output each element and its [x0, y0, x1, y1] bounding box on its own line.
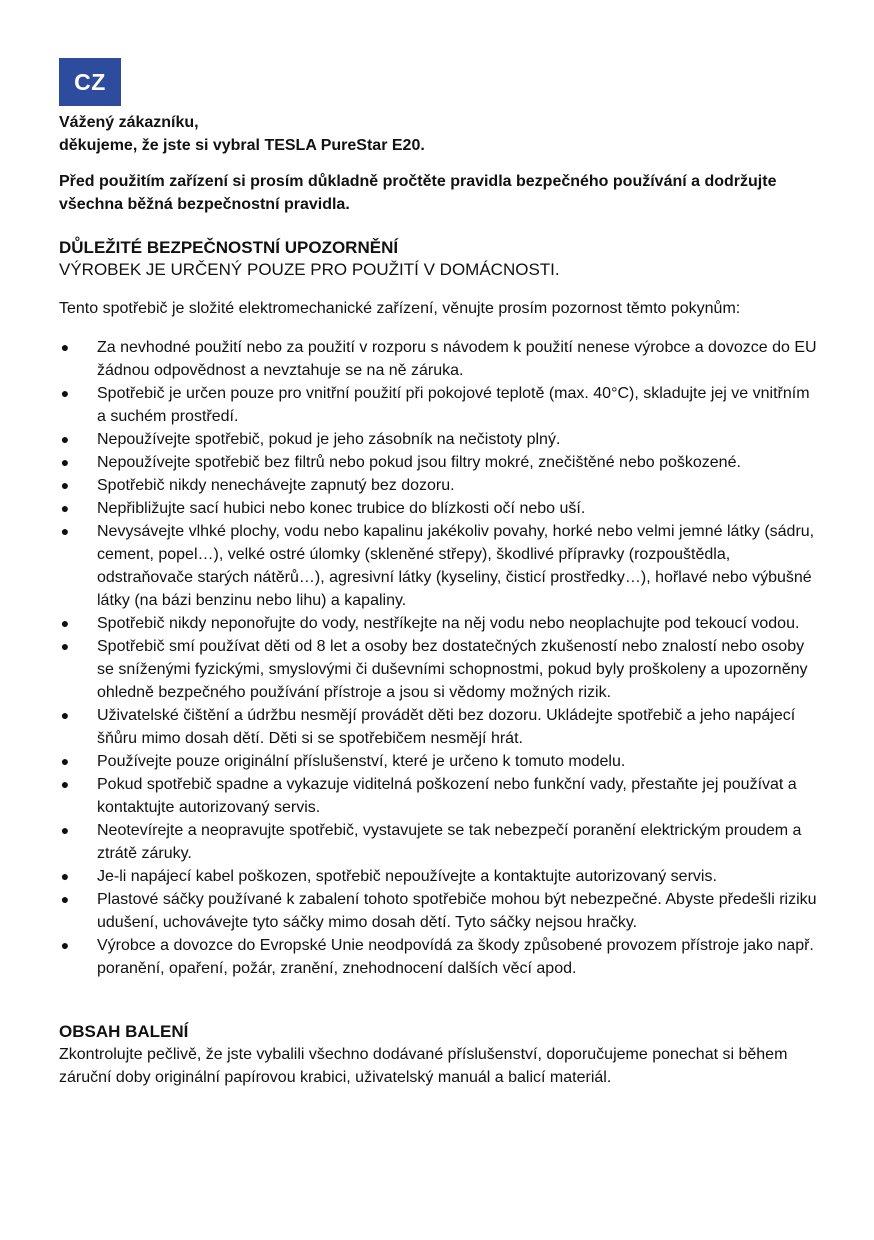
intro-paragraph: Před použitím zařízení si prosím důkladně pročtěte pravidla bezpečného používání a dodržujte všechna běžná bezpečnostní pravidla. — [59, 173, 777, 213]
language-badge: CZ — [59, 58, 121, 106]
list-item — [59, 773, 819, 819]
list-item-text: Nepřibližujte sací hubici nebo konec trubice do blízkosti očí nebo uší. — [97, 500, 586, 517]
list-item-text: Uživatelské čištění a údržbu nesmějí provádět děti bez dozoru. Ukládejte spotřebič a jeho napájecí šňůru mimo dosah dětí. Děti si se spotřebičem nesmějí hrát. — [97, 707, 796, 747]
bullet-icon: ● — [60, 753, 70, 769]
bullet-icon: ● — [60, 776, 70, 792]
list-item-text: Spotřebič smí používat děti od 8 let a osoby bez dostatečných zkušeností nebo znalostí nebo osoby se sníženými fyzickými, smyslovými či duševními schopnostmi, pokud byly proškoleny a upozorněny ohledně bezpečného používání přístroje a jsou si vědomy možných rizik. — [97, 638, 808, 701]
greeting — [59, 111, 819, 157]
list-item-text: Je-li napájecí kabel poškozen, spotřebič nepoužívejte a kontaktujte autorizovaný servis. — [97, 868, 717, 885]
bullet-icon: ● — [60, 454, 70, 470]
bullet-icon: ● — [60, 937, 70, 953]
bullet-icon: ● — [60, 477, 70, 493]
safety-subheading: VÝROBEK JE URČENÝ POUZE PRO POUŽITÍ V DOMÁCNOSTI. — [59, 260, 560, 279]
bullet-icon: ● — [60, 868, 70, 884]
list-item-text: Neotevírejte a neopravujte spotřebič, vystavujete se tak nebezpečí poranění elektrickým proudem a ztrátě záruky. — [97, 822, 802, 862]
list-item-text: Nepoužívejte spotřebič bez filtrů nebo pokud jsou filtry mokré, znečištěné nebo poškozené. — [97, 454, 741, 471]
bullet-icon: ● — [60, 431, 70, 447]
safety-lead: Tento spotřebič je složité elektromechanické zařízení, věnujte prosím pozornost těmto pokynům: — [59, 300, 741, 317]
package-text: Zkontrolujte pečlivě, že jste vybalili všechno dodávané příslušenství, doporučujeme ponechat si během záruční doby originální papírovou krabici, uživatelský manuál a balicí materiál. — [59, 1046, 788, 1086]
safety-heading: DŮLEŽITÉ BEZPEČNOSTNÍ UPOZORNĚNÍ — [59, 238, 399, 257]
bullet-icon: ● — [60, 500, 70, 516]
greeting-salutation: Vážený zákazníku, — [59, 114, 199, 131]
list-item — [59, 704, 819, 750]
bullet-icon: ● — [60, 523, 70, 539]
bullet-icon: ● — [60, 891, 70, 907]
list-item — [59, 888, 819, 934]
list-item-text: Spotřebič nikdy nenechávejte zapnutý bez dozoru. — [97, 477, 455, 494]
bullet-icon: ● — [60, 385, 70, 401]
list-item-text: Pokud spotřebič spadne a vykazuje viditelná poškození nebo funkční vady, přestaňte jej používat a kontaktujte autorizovaný servis. — [97, 776, 797, 816]
list-item — [59, 451, 819, 474]
list-item — [59, 382, 819, 428]
safety-rules-list — [59, 336, 819, 980]
list-item — [59, 336, 819, 382]
list-item — [59, 819, 819, 865]
bullet-icon: ● — [60, 615, 70, 631]
bullet-icon: ● — [60, 339, 70, 355]
package-heading: OBSAH BALENÍ — [59, 1022, 189, 1041]
list-item — [59, 865, 819, 888]
list-item — [59, 635, 819, 704]
list-item-text: Výrobce a dovozce do Evropské Unie neodpovídá za škody způsobené provozem přístroje jako např. poranění, opaření, požár, zranění, znehodnocení dalších věcí apod. — [97, 937, 814, 977]
list-item — [59, 612, 819, 635]
package-contents-section — [59, 1020, 819, 1089]
bullet-icon: ● — [60, 822, 70, 838]
list-item — [59, 934, 819, 980]
bullet-icon: ● — [60, 707, 70, 723]
page-content — [59, 111, 819, 1089]
list-item-text: Používejte pouze originální příslušenství, které je určeno k tomuto modelu. — [97, 753, 626, 770]
list-item-text: Za nevhodné použití nebo za použití v rozporu s návodem k použití nenese výrobce a dovozce do EU žádnou odpovědnost a nevztahuje se na ně záruka. — [97, 339, 817, 379]
list-item-text: Nevysávejte vlhké plochy, vodu nebo kapalinu jakékoliv povahy, horké nebo velmi jemné látky (sádru, cement, popel…), velké ostré úlomky (skleněné střepy), škodlivé přípravky (rozpouštědla, odstraňovače starých nátěrů…), agresivní látky (kyseliny, čisticí prostředky…), hořlavé nebo výbušné látky (na bázi benzinu nebo lihu) a kapaliny. — [97, 523, 815, 609]
bullet-icon: ● — [60, 638, 70, 654]
list-item — [59, 428, 819, 451]
list-item — [59, 497, 819, 520]
list-item — [59, 750, 819, 773]
list-item-text: Spotřebič je určen pouze pro vnitřní použití při pokojové teplotě (max. 40°C), skladujte jej ve vnitřním a suchém prostředí. — [97, 385, 810, 425]
list-item-text: Nepoužívejte spotřebič, pokud je jeho zásobník na nečistoty plný. — [97, 431, 561, 448]
list-item — [59, 474, 819, 497]
list-item-text: Plastové sáčky používané k zabalení tohoto spotřebiče mohou být nebezpečné. Abyste předešli riziku udušení, uchovávejte tyto sáčky mimo dosah dětí. Tyto sáčky nejsou hračky. — [97, 891, 817, 931]
greeting-thanks: děkujeme, že jste si vybral TESLA PureStar E20. — [59, 137, 425, 154]
list-item-text: Spotřebič nikdy neponořujte do vody, nestříkejte na něj vodu nebo neoplachujte pod tekoucí vodou. — [97, 615, 800, 632]
list-item — [59, 520, 819, 612]
